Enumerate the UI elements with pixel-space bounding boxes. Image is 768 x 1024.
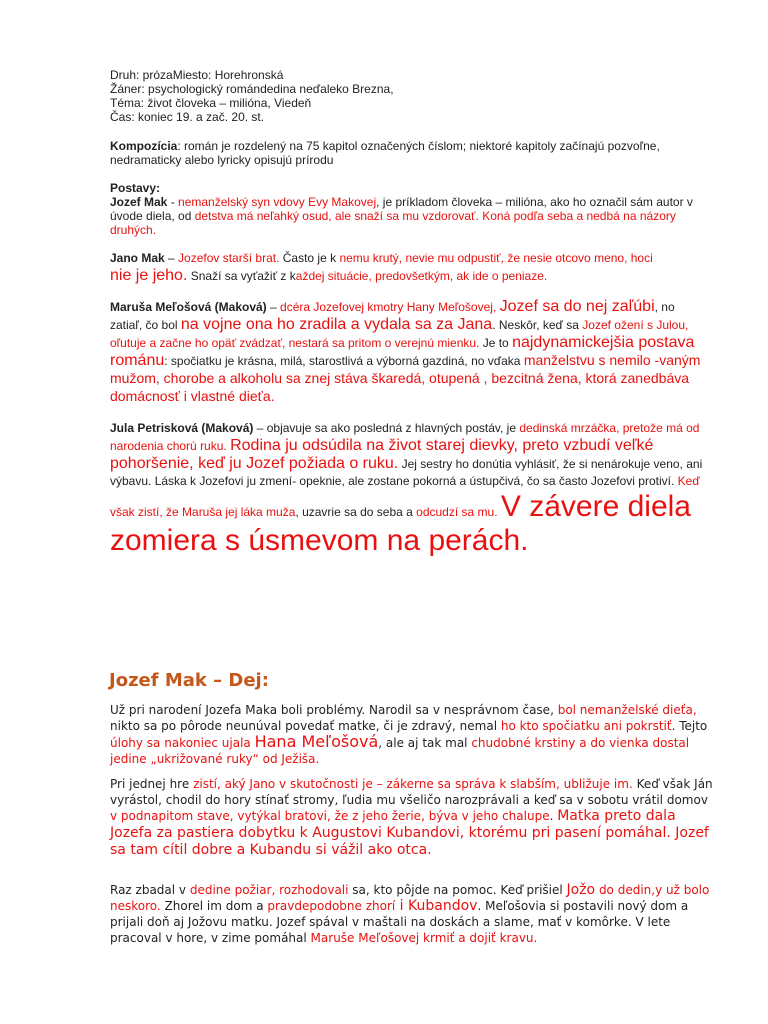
jano-name: Jano Mak <box>110 251 165 265</box>
marusa-red-4: Jozef ožení s Julou, oľutuje a začne ho opäť zvádzať, nestará sa pritom o verejnú mienku. <box>110 318 689 350</box>
jano-text-3: Snaží sa vyťažiť z k <box>187 269 296 283</box>
dej1-red-5: chudobné krstiny a do vienka dostal jedine „ukrižované ruky“ od Ježiša. <box>110 736 690 766</box>
jozef-name: Jozef Mak <box>110 195 168 209</box>
marusa-red-5: najdynamickejšia postava románu <box>110 334 695 369</box>
dej-paragraph-2 <box>110 776 715 859</box>
header-cas: Čas: koniec 19. a zač. 20. st. <box>110 110 265 124</box>
jano-red-3: nie je jeho. <box>110 267 188 284</box>
dej2-red-2: v podnapitom stave, vytýkal bratovi, že z jeho žerie, býva v jeho chalupe <box>110 809 550 823</box>
header-info <box>110 68 710 124</box>
jano-text-2: Často je k <box>279 251 340 265</box>
jula-text-2: Jej sestry ho donútia vyhlásiť, že si nenárokuje veno, ani výbavu. Láska k Jozefovi ju zmení- opeknie, ale zostane pokorná a ústupčivá, čo sa často Jozefovi protiví. <box>110 457 703 488</box>
jula-red-1: dedinská mrzáčka, pretože má od narodenia chorú ruku. <box>110 421 700 453</box>
jula-red-2: Rodina ju odsúdila na život starej dievky, preto vzbudí veľké pohoršenie, keď ju Jozef požiada o ruku. <box>110 437 654 472</box>
marusa-text-3: . Neskôr, keď sa <box>492 318 583 332</box>
jula-text-1: – objavuje sa ako posledná z hlavných postáv, je <box>253 421 520 435</box>
dej3-red-6: Maruše Meľošovej krmiť a dojiť kravu. <box>310 931 538 945</box>
postavy-heading: Postavy: <box>110 181 161 195</box>
jozef-text-2: , je príkladom človeka – milióna, ako ho označil sám autor v úvode diela, od <box>110 195 693 223</box>
dej1-red-4: Hana Meľošová <box>254 732 379 751</box>
dej1-red-2: ho kto spočiatku ani pokrstiť <box>500 719 672 733</box>
header-tema: Téma: život človeka – milióna, Viedeň <box>110 96 312 110</box>
kompozicia-label: Kompozícia <box>110 139 178 153</box>
dej1-text-3: . Tejto <box>671 719 708 733</box>
dej3-text-3: Zhorel im dom a <box>160 899 268 913</box>
dej2-red-1: zistí, aký Jano v skutočnosti je – zákerne sa správa k slabším, ubližuje im. <box>193 777 633 791</box>
jozef-paragraph <box>110 195 710 237</box>
jula-red-5: V závere diela zomiera s úsmevom na perách. <box>110 490 691 557</box>
dej-paragraph-3 <box>110 882 715 946</box>
jano-red-4: aždej situácie, predovšetkým, ak ide o peniaze. <box>295 269 548 283</box>
marusa-red-3: na vojne ona ho zradila a vydala sa za Jana <box>180 316 493 333</box>
dej3-text-4: . Meľošovia si postavili nový dom a prijali doň aj Jožovu matku. Jozef spával v maštali na doskách a slame, mať v komôrke. V lete pracoval v hore, v zime pomáhal <box>110 899 689 945</box>
header-zaner: Žáner: psychologický romándedina neďaleko Brezna, <box>110 82 394 96</box>
marusa-name: Maruša Meľošová (Maková) <box>110 300 267 314</box>
marusa-text-2: , no zatiaľ, čo bol <box>110 300 675 332</box>
dej3-red-1: dedine požiar, rozhodovali <box>189 883 349 897</box>
marusa-red-1: dcéra Jozefovej kmotry Hany Meľošovej, <box>280 300 497 314</box>
jano-paragraph <box>110 250 710 285</box>
marusa-text-5: : spočiatku je krásna, milá, starostlivá a výborná gazdiná, no vďaka <box>164 354 524 368</box>
jula-name: Jula Petrisková (Maková) <box>110 421 254 435</box>
jula-red-3: Keď však zistí, že Maruša jej láka muža <box>110 474 700 519</box>
dej1-text-4: , ale aj tak mal <box>378 736 472 750</box>
dej2-text-3: . <box>549 809 558 823</box>
marusa-text-1: – <box>266 300 281 314</box>
marusa-paragraph <box>110 298 710 406</box>
dej-heading: Jozef Mak – Dej: <box>109 670 269 691</box>
dej1-red-1: bol nemanželské dieťa, <box>557 703 697 717</box>
dej2-text-2: Keď však Ján vyrástol, chodil do hory stínať stromy, ľudia mu všeličo narozprávali a keď sa v sobotu vrátil domov <box>110 777 713 807</box>
marusa-text-4: Je to <box>479 336 513 350</box>
jozef-red-1: nemanželský syn vdovy Evy Makovej <box>178 195 377 209</box>
jano-text-1: – <box>164 251 179 265</box>
dej1-text-1: Už pri narodení Jozefa Maka boli problémy. Narodil sa v nesprávnom čase, <box>110 703 558 717</box>
jano-red-1: Jozefov starší brat. <box>178 251 280 265</box>
dej3-red-3: do dedin,y už bolo neskoro. <box>110 883 710 913</box>
marusa-red-2: Jozef sa do nej zaľúbi <box>499 298 655 315</box>
dej3-red-5: i Kubandov <box>395 898 478 914</box>
kompozicia-paragraph <box>110 139 710 167</box>
dej3-text-1: Raz zbadal v <box>110 883 190 897</box>
marusa-red-6: manželstvu s nemilo -vaným mužom, chorobe a alkoholu sa znej stáva škaredá, otupená , bezcitná žena, ktorá zanedbáva domácnosť i vlastné dieťa. <box>110 352 701 404</box>
jula-text-3: , uzavrie sa do seba a <box>295 505 417 519</box>
header-druh: Druh: prózaMiesto: Horehronská <box>110 68 284 82</box>
jula-paragraph <box>110 420 710 558</box>
jula-red-4: odcudzí sa mu. <box>416 505 498 519</box>
dej2-text-1: Pri jednej hre <box>110 777 194 791</box>
dej3-red-2: Jožo <box>566 882 596 898</box>
dej3-red-4: pravdepodobne zhorí <box>267 899 396 913</box>
jozef-text-1: - <box>167 195 179 209</box>
dej3-text-2: sa, kto pôjde na pomoc. Keď prišiel <box>348 883 567 897</box>
jano-red-2: nemu krutý, nevie mu odpustiť, že nesie otcovo meno, hoci <box>339 251 653 265</box>
kompozicia-text: : román je rozdelený na 75 kapitol označených číslom; niektoré kapitoly začínajú pozvoľne, nedramaticky alebo lyricky opisujú prírodu <box>110 139 660 167</box>
dej2-red-3: Matka preto dala Jozefa za pastiera dobytku k Augustovi Kubandovi, ktorému pri pasení pomáhal. Jozef sa tam cítil dobre a Kubandu si vážil ako otca. <box>110 808 709 858</box>
dej1-text-2: nikto sa po pôrode neunúval povedať matke, či je zdravý, nemal <box>110 719 501 733</box>
dej1-red-3: úlohy sa nakoniec ujala <box>110 736 251 750</box>
dej-paragraph-1 <box>110 702 715 767</box>
jozef-red-2: detstva má neľahký osud, ale snaží sa mu vzdorovať. Koná podľa seba a nedbá na názory druhých. <box>110 209 676 237</box>
